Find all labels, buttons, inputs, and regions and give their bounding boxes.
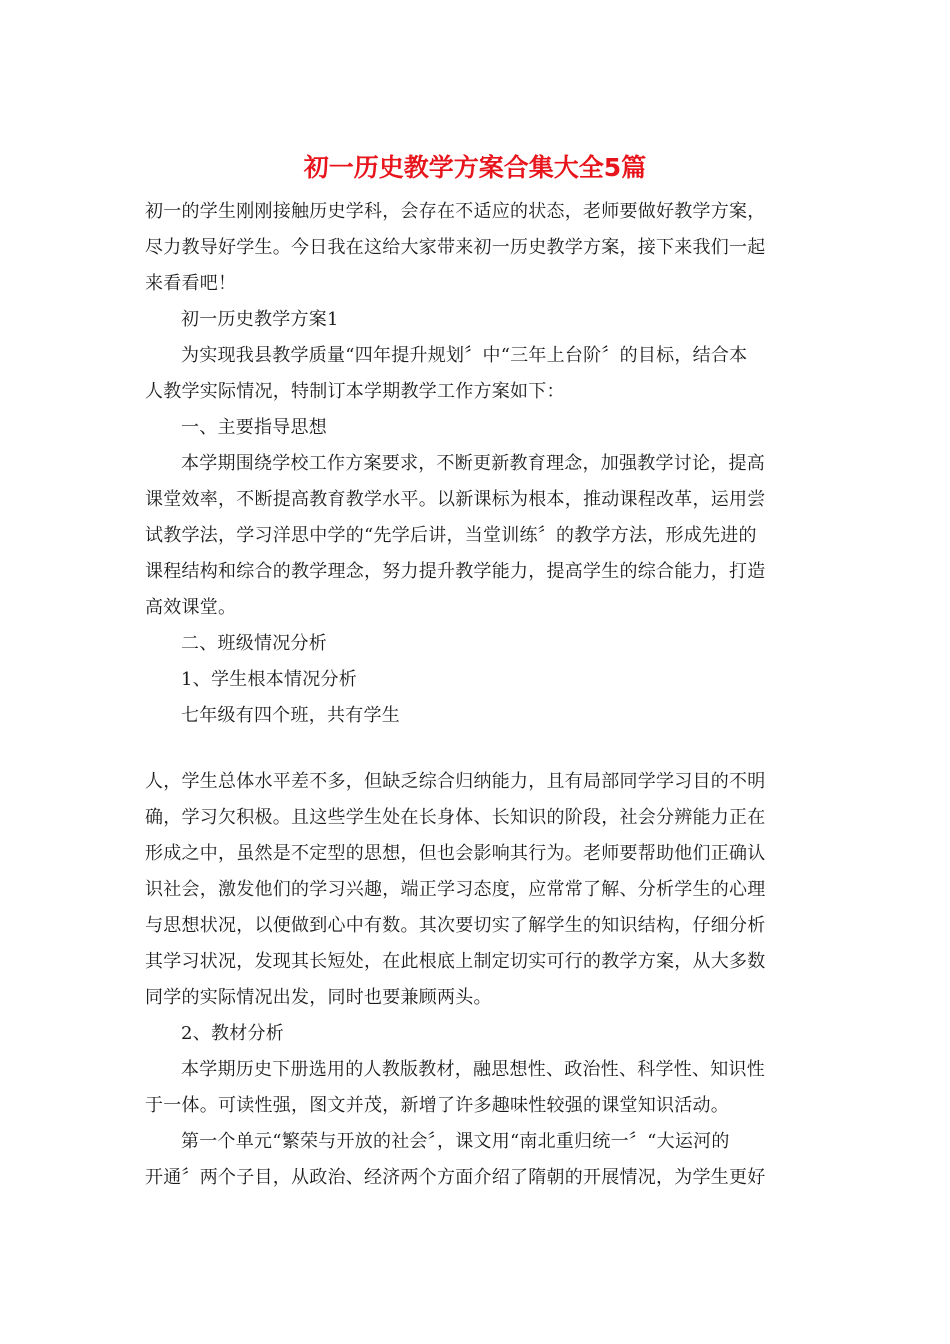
subsection-heading: 2、教材分析 <box>181 1023 284 1044</box>
paragraph-line: 来看看吧！ <box>145 273 237 294</box>
paragraph-line: 识社会，激发他们的学习兴趣，端正学习态度，应常常了解、分析学生的心理 <box>145 879 766 900</box>
paragraph-line: 本学期历史下册选用的人教版教材，融思想性、政治性、科学性、知识性 <box>181 1059 765 1080</box>
paragraph-line: 试教学法，学习洋思中学的“先学后讲，当堂训练〞的教学方法，形成先进的 <box>145 525 757 546</box>
paragraph-line: 其学习状况，发现其长短处，在此根底上制定切实可行的教学方案，从大多数 <box>145 951 766 972</box>
section-heading: 二、班级情况分析 <box>181 633 327 654</box>
paragraph-line: 课堂效率，不断提高教育教学水平。以新课标为根本，推动课程改革，运用尝 <box>145 489 766 510</box>
paragraph-line: 初一的学生刚刚接触历史学科，会存在不适应的状态，老师要做好教学方案， <box>145 201 766 222</box>
paragraph-line: 人教学实际情况，特制订本学期教学工作方案如下： <box>145 381 565 402</box>
paragraph-line: 确，学习欠积极。且这些学生处在长身体、长知识的阶段，社会分辨能力正在 <box>145 807 766 828</box>
paragraph-line: 同学的实际情况出发，同时也要兼顾两头。 <box>145 987 492 1008</box>
section-heading: 一、主要指导思想 <box>181 417 327 438</box>
paragraph-line: 开通〞两个子目，从政治、经济两个方面介绍了隋朝的开展情况，为学生更好 <box>145 1167 766 1188</box>
paragraph-line: 第一个单元“繁荣与开放的社会〞，课文用“南北重归统一〞“大运河的 <box>181 1131 730 1152</box>
paragraph-line: 形成之中，虽然是不定型的思想，但也会影响其行为。老师要帮助他们正确认 <box>145 843 766 864</box>
document-title: 初一历史教学方案合集大全5篇 <box>303 153 647 182</box>
paragraph-line: 人，学生总体水平差不多，但缺乏综合归纳能力，且有局部同学学习目的不明 <box>145 771 766 792</box>
paragraph-line: 高效课堂。 <box>145 597 237 618</box>
paragraph-line: 课程结构和综合的教学理念，努力提升教学能力，提高学生的综合能力，打造 <box>145 561 766 582</box>
paragraph-line: 本学期围绕学校工作方案要求，不断更新教育理念，加强教学讨论，提高 <box>181 453 765 474</box>
subsection-heading: 1、学生根本情况分析 <box>181 669 357 690</box>
paragraph-line: 尽力教导好学生。今日我在这给大家带来初一历史教学方案，接下来我们一起 <box>145 237 766 258</box>
paragraph-line: 为实现我县教学质量“四年提升规划〞中“三年上台阶〞的目标，结合本 <box>181 345 748 366</box>
paragraph-line: 于一体。可读性强，图文并茂，新增了许多趣味性较强的课堂知识活动。 <box>145 1095 729 1116</box>
section-heading: 初一历史教学方案1 <box>181 309 339 330</box>
paragraph-line: 七年级有四个班，共有学生 <box>181 705 400 726</box>
paragraph-line: 与思想状况，以便做到心中有数。其次要切实了解学生的知识结构，仔细分析 <box>145 915 766 936</box>
